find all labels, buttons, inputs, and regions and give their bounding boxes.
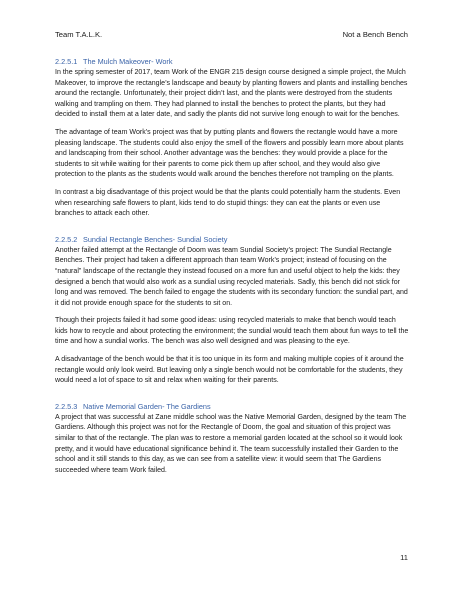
section-number: 2.2.5.3 <box>55 401 78 411</box>
section-mulch-makeover <box>55 56 410 220</box>
header-right: Not a Bench Bench <box>342 30 408 39</box>
document-body <box>55 56 410 483</box>
section-title: The Mulch Makeover- Work <box>83 57 173 66</box>
page-number: 11 <box>400 553 408 562</box>
section-number: 2.2.5.2 <box>55 234 78 244</box>
paragraph: Another failed attempt at the Rectangle of Doom was team Sundial Society’s project: The Sundial Rectangle Benches. Their project had taken a different approach than team Work’s project; instead of focusing on the “natural” landscape of the rectangle they instead focused on a more fun and useful object to help the kids: they designed a bench that would also work as a sundial using recycled materials. Sadly, this bench did not stick for long and was removed. The bench failed to engage the students with its secondary function: the sundial part, and it did not provide enough space for the students to sit on. <box>55 246 408 307</box>
section-sundial-benches <box>55 234 410 387</box>
section-heading <box>55 234 410 245</box>
section-title: Sundial Rectangle Benches- Sundial Society <box>83 234 228 244</box>
section-heading <box>55 401 410 412</box>
section-memorial-garden <box>55 401 410 477</box>
paragraph: A project that was successful at Zane middle school was the Native Memorial Garden, designed by the team The Gardiens. Although this project was not for the Rectangle of Doom, the goal and situation of this project was similar to that of the rectangle. The plan was to restore a memorial garden located at the school so it would look pretty, and it would have educational significance behind it. The team successfully installed their Garden to the school and it still stands to this day, as we can see from a satellite view: it would seem that The Gardiens succeeded where team Work failed. <box>55 413 407 474</box>
paragraph: In the spring semester of 2017, team Work of the ENGR 215 design course designed a simple project, the Mulch Makeover, to improve the rectangle’s landscape and beauty by planting flowers and plants and installing benches around the rectangle. Unfortunately, their project didn’t last, and the plants were destroyed from the students walking and trampling on them. They had planned to install the benches to protect the plants, but they had decided to install them at a later date, and sadly the plants did not survive long enough to wait for the benches. <box>55 69 408 119</box>
header-left: Team T.A.L.K. <box>55 30 103 39</box>
section-title: Native Memorial Garden- The Gardiens <box>83 401 211 411</box>
running-header <box>55 30 408 39</box>
paragraph: A disadvantage of the bench would be that it is too unique in its form and making multiple copies of it around the rectangle would only look weird. But leaving only a single bench would not be comfortable for the students, they would need a lot of space to sit and relax when waiting for their parents. <box>55 356 404 385</box>
paragraph: The advantage of team Work’s project was that by putting plants and flowers the rectangle would have a more pleasing landscape. The students could also enjoy the smell of the flowers and possibly learn more about plants and landscaping from their school. Another advantage was the benches: they would provide a place for the students to sit while waiting for their parents to come pick them up after school, and they would also give protection to the plants as the students would walk around the benches therefore not trampling on the plants. <box>55 128 404 179</box>
section-heading <box>55 56 410 67</box>
paragraph: In contrast a big disadvantage of this project would be that the plants could potentially harm the students. Even when researching safe flowers to plant, kids tend to do stupid things: they can eat the plants or even use branches to attack each other. <box>55 188 401 218</box>
paragraph: Though their projects failed it had some good ideas: using recycled materials to make that bench would teach kids how to recycle and about protecting the environment; the sundial would teach them about fun ways to tell the time and how a sundial works. The bench was also well designed and was pleasing to the eye. <box>55 317 409 346</box>
section-number: 2.2.5.1 <box>55 57 78 66</box>
